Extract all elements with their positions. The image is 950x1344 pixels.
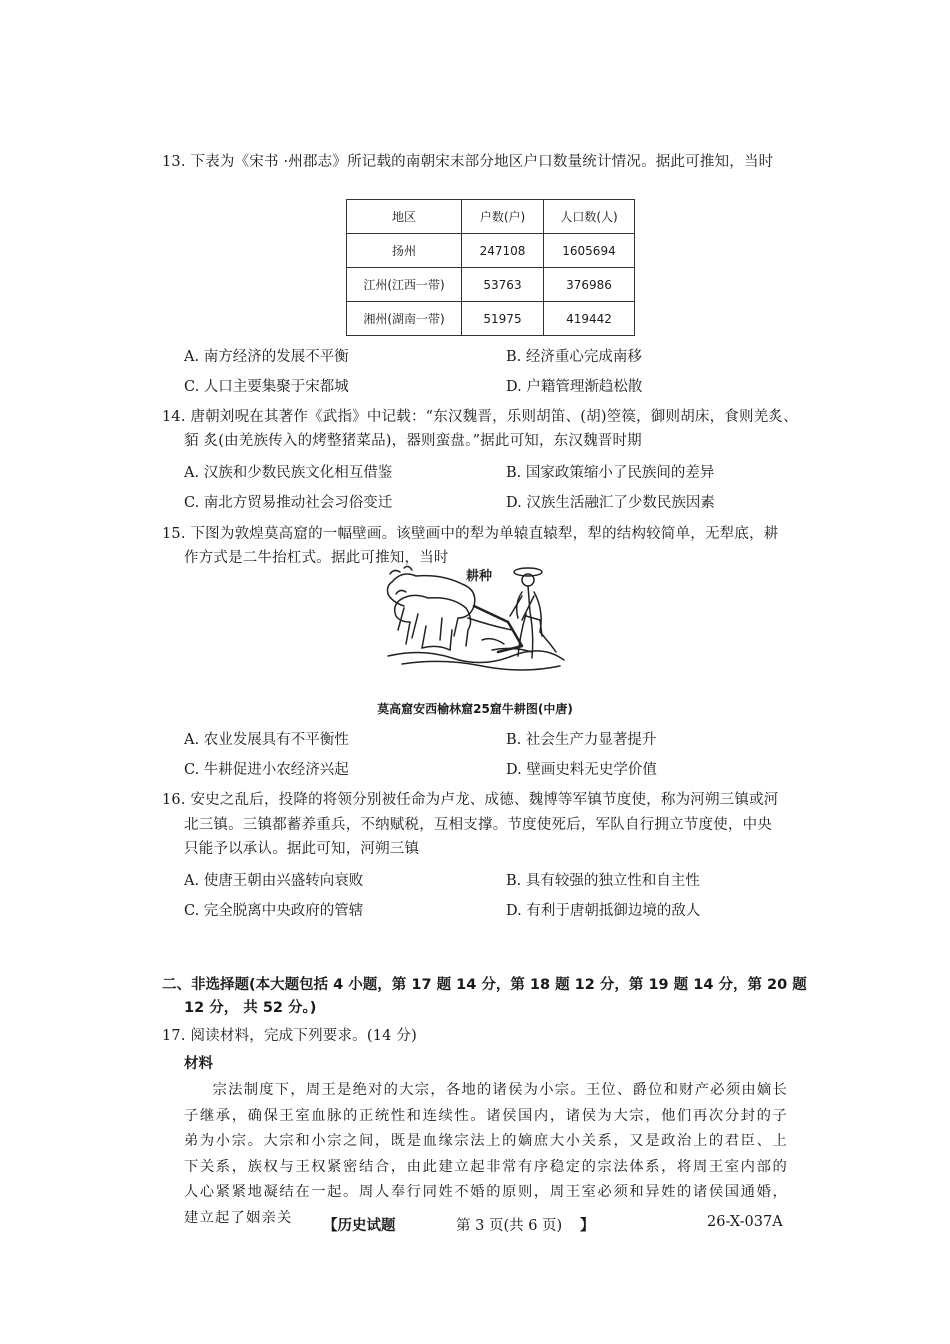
table-cell: 247108 <box>462 234 544 268</box>
image-caption: 莫高窟安西榆林窟25窟牛耕图(中唐) <box>377 702 573 716</box>
q14-option-a: A. 汉族和少数民族文化相互借鉴 <box>184 465 393 481</box>
q16-option-b: B. 具有较强的独立性和自主性 <box>506 873 700 889</box>
q13-option-b: B. 经济重心完成南移 <box>506 349 642 365</box>
q13-option-c: C. 人口主要集聚于宋都城 <box>184 379 349 395</box>
table-row <box>347 234 635 268</box>
q15-option-c: C. 牛耕促进小农经济兴起 <box>184 762 349 778</box>
q16-option-c: C. 完全脱离中央政府的管辖 <box>184 903 364 919</box>
q14-stem-line1: 14. 唐朝刘呪在其著作《武指》中记载：“东汉魏晋，乐则胡笛、(胡)箜篌，御则胡床，食则羌炙、 <box>162 409 798 425</box>
population-table <box>346 199 635 336</box>
table-cell: 51975 <box>462 302 544 336</box>
table-cell: 53763 <box>462 268 544 302</box>
footer-bracket: 】 <box>580 1217 595 1234</box>
table-cell: 1605694 <box>544 234 635 268</box>
table-row <box>347 302 635 336</box>
table-cell: 419442 <box>544 302 635 336</box>
table-header-households: 户数(户) <box>462 200 544 234</box>
q13-stem: 13. 下表为《宋书 ·州郡志》所记载的南朝宋末部分地区户口数量统计情况。据此可推知，当时 <box>162 154 774 170</box>
mural-inscription: 耕种 <box>466 569 493 584</box>
q15-option-d: D. 壁画史料无史学价值 <box>506 762 657 778</box>
material-paragraph: 宗法制度下，周王是绝对的大宗，各地的诸侯为小宗。王位、爵位和财产必须由嫡长子继承，确保王室血脉的正统性和连续性。诸侯国内，诸侯为大宗，他们再次分封的子弟为小宗。大宗和小宗之间，既是血缘宗法上的嫡庶大小关系，又是政治上的君臣、上下关系，族权与王权紧密结合，由此建立起非常有序稳定的宗法体系，将周王室内部的人心紧紧地凝结在一起。周人奉行同姓不婚的原则，周王室必须和异姓的诸侯国通婚，建立起了姻亲关 <box>184 1082 788 1226</box>
q16-option-d: D. 有利于唐朝抵御边境的敌人 <box>506 903 701 919</box>
q13-option-d: D. 户籍管理渐趋松散 <box>506 379 643 395</box>
table-header-row <box>347 200 635 234</box>
q16-stem-line2: 北三镇。三镇都蓄养重兵，不纳赋税，互相支撑。节度使死后，军队自行拥立节度使，中央 <box>184 817 772 833</box>
q14-option-b: B. 国家政策缩小了民族间的差异 <box>506 465 715 481</box>
table-header-region: 地区 <box>347 200 462 234</box>
table-cell: 江州(江西一带) <box>347 268 462 302</box>
footer-page-number: 第 3 页(共 6 页) <box>456 1218 563 1234</box>
section2-heading-line1: 二、非选择题(本大题包括 4 小题，第 17 题 14 分，第 18 题 12 分，第 19 题 14 分，第 20 题 <box>162 977 807 993</box>
q15-option-b: B. 社会生产力显著提升 <box>506 732 657 748</box>
q13-option-a: A. 南方经济的发展不平衡 <box>184 349 349 365</box>
table-header-population: 人口数(人) <box>544 200 635 234</box>
ox-plowing-mural-image <box>382 560 568 672</box>
q16-stem-line1: 16. 安史之乱后，投降的将领分别被任命为卢龙、成德、魏博等军镇节度使，称为河朔三镇或河 <box>162 792 779 808</box>
q15-stem-line2: 作方式是二牛抬杠式。据此可推知，当时 <box>184 550 449 566</box>
table-cell: 扬州 <box>347 234 462 268</box>
q17-stem: 17. 阅读材料，完成下列要求。(14 分) <box>162 1028 417 1044</box>
footer-exam-code: 26-X-037A <box>707 1214 783 1230</box>
section2-heading-line2: 12 分， 共 52 分。) <box>184 1000 317 1016</box>
q15-option-a: A. 农业发展具有不平衡性 <box>184 732 349 748</box>
q15-stem-line1: 15. 下图为敦煌莫高窟的一幅壁画。该壁画中的犁为单辕直辕犁，犁的结构较简单，无犁底，耕 <box>162 526 779 542</box>
table-cell: 湘州(湖南一带) <box>347 302 462 336</box>
q16-option-a: A. 使唐王朝由兴盛转向衰败 <box>184 873 364 889</box>
q14-stem-line2: 貊 炙(由羌族传入的烤整猪菜品)，器则蛮盘。”据此可知，东汉魏晋时期 <box>184 433 642 449</box>
table-row <box>347 268 635 302</box>
q14-option-d: D. 汉族生活融汇了少数民族因素 <box>506 495 715 511</box>
q14-option-c: C. 南北方贸易推动社会习俗变迁 <box>184 495 393 511</box>
material-title: 材料 <box>184 1056 213 1072</box>
footer-title: 【历史试题 <box>323 1217 396 1234</box>
q16-stem-line3: 只能予以承认。据此可知，河朔三镇 <box>184 841 420 857</box>
table-cell: 376986 <box>544 268 635 302</box>
